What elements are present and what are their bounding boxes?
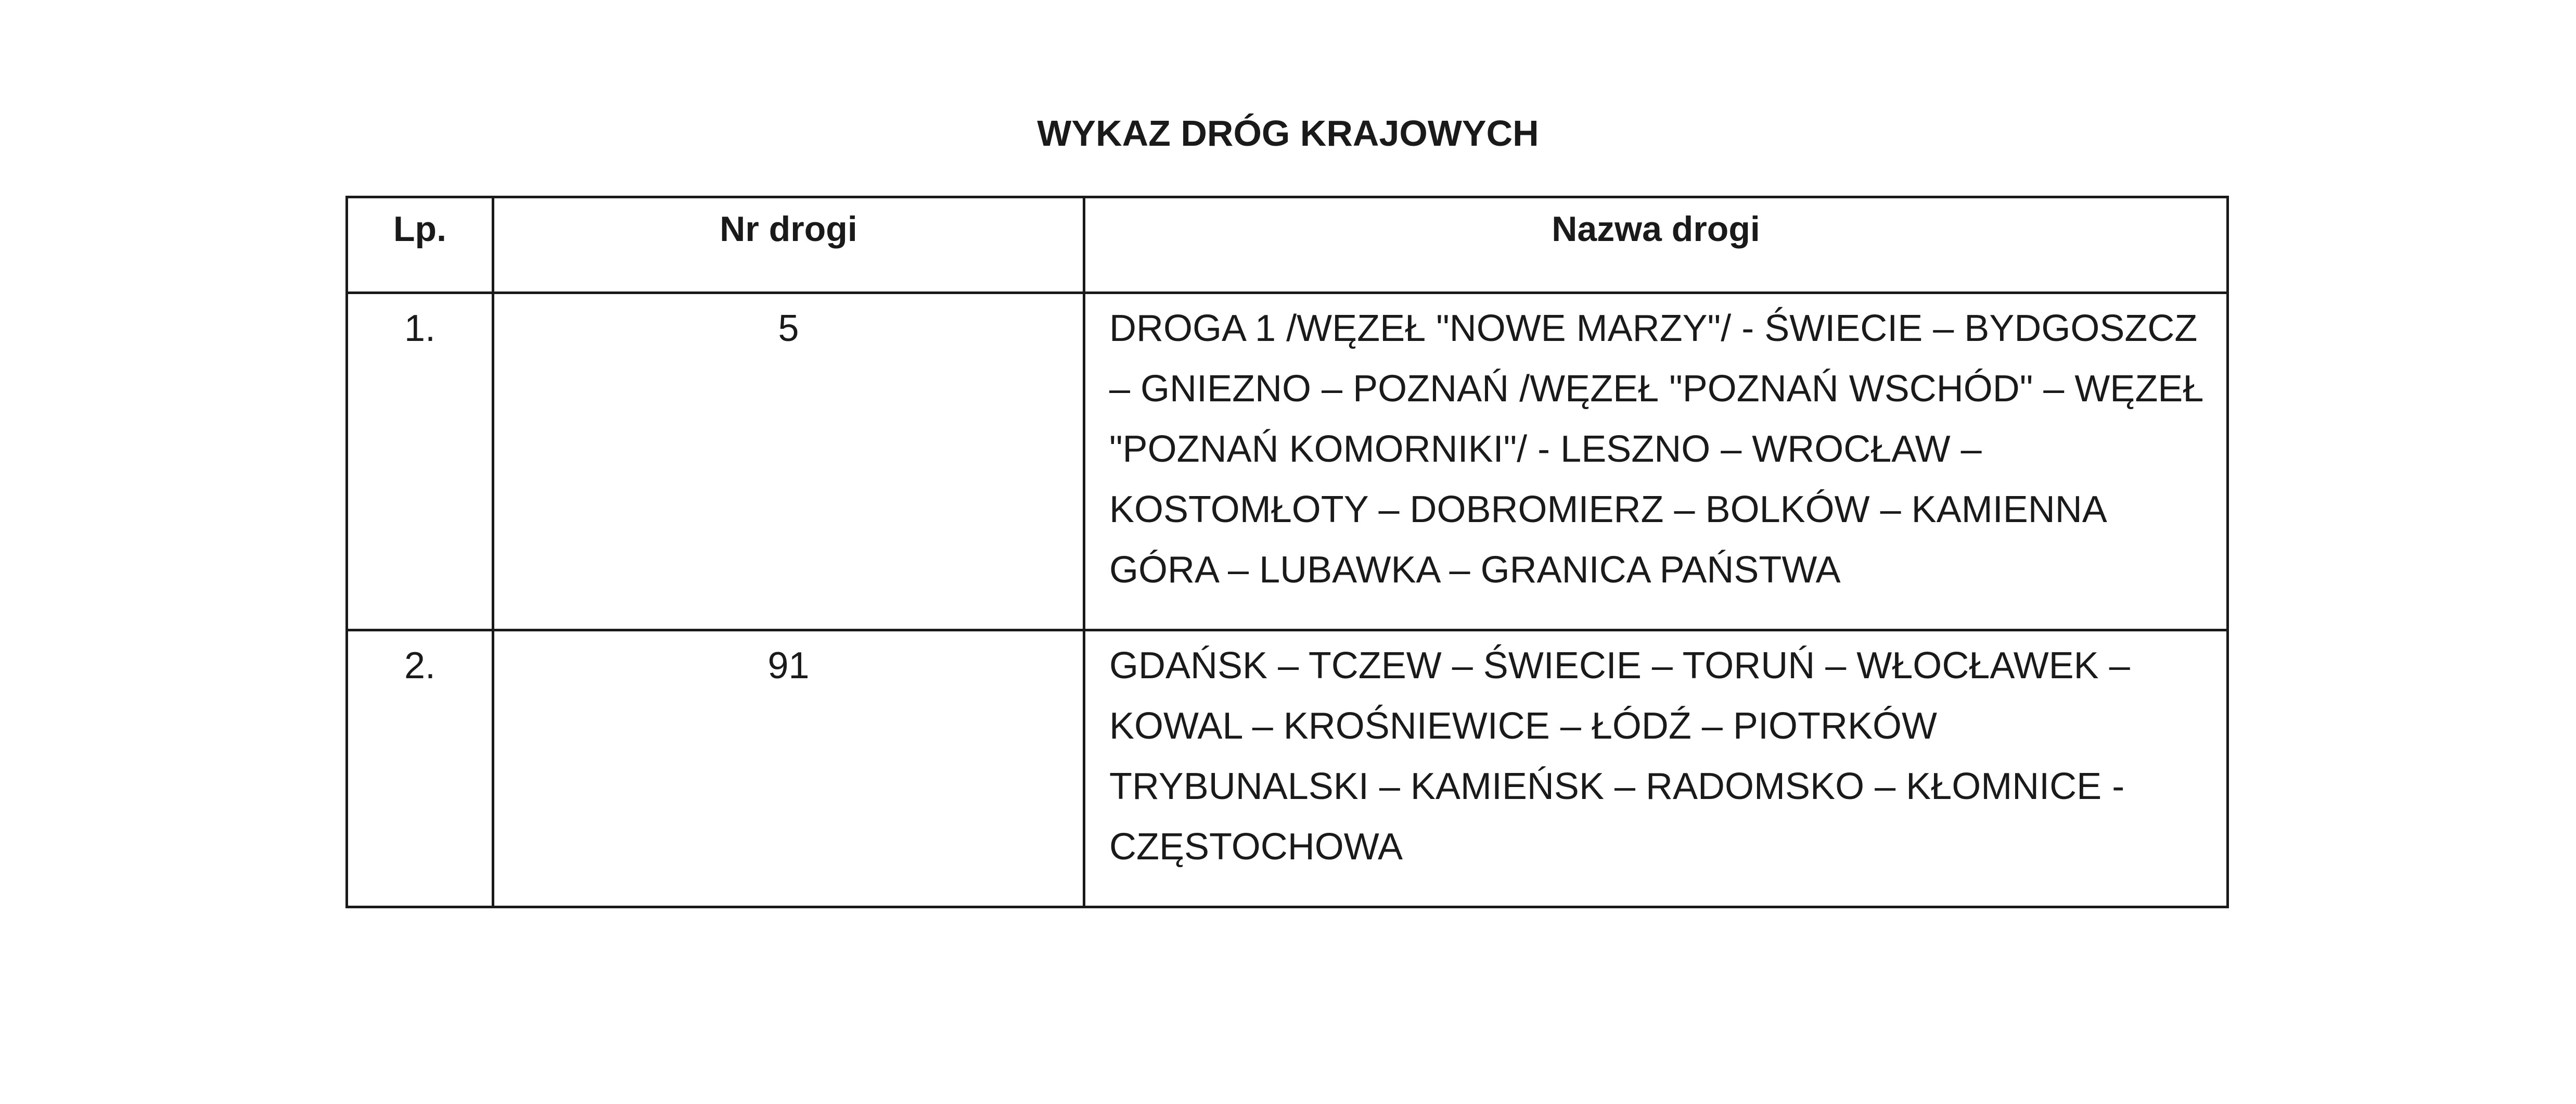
row-road-number: 91: [493, 630, 1084, 907]
table-row: [347, 630, 2228, 907]
row-road-name: DROGA 1 /WĘZEŁ "NOWE MARZY"/ - ŚWIECIE – BYDGOSZCZ – GNIEZNO – POZNAŃ /WĘZEŁ "POZNAŃ WSCHÓD" – WĘZEŁ "POZNAŃ KOMORNIKI"/ - LESZNO – WROCŁAW – KOSTOMŁOTY – DOBROMIERZ – BOLKÓW – KAMIENNA GÓRA – LUBAWKA – GRANICA PAŃSTWA: [1084, 293, 2228, 630]
row-road-number: 5: [493, 293, 1084, 630]
row-lp: 2.: [347, 630, 493, 907]
header-lp: Lp.: [347, 197, 493, 293]
row-road-name: GDAŃSK – TCZEW – ŚWIECIE – TORUŃ – WŁOCŁAWEK – KOWAL – KROŚNIEWICE – ŁÓDŹ – PIOTRKÓW TRYBUNALSKI – KAMIEŃSK – RADOMSKO – KŁOMNICE - CZĘSTOCHOWA: [1084, 630, 2228, 907]
document-title: WYKAZ DRÓG KRAJOWYCH: [1037, 113, 1539, 154]
row-lp: 1.: [347, 293, 493, 630]
header-road-number: Nr drogi: [493, 197, 1084, 293]
table-row: [347, 293, 2228, 630]
header-road-name: Nazwa drogi: [1084, 197, 2228, 293]
roads-table: [345, 196, 2229, 908]
table-header-row: [347, 197, 2228, 293]
